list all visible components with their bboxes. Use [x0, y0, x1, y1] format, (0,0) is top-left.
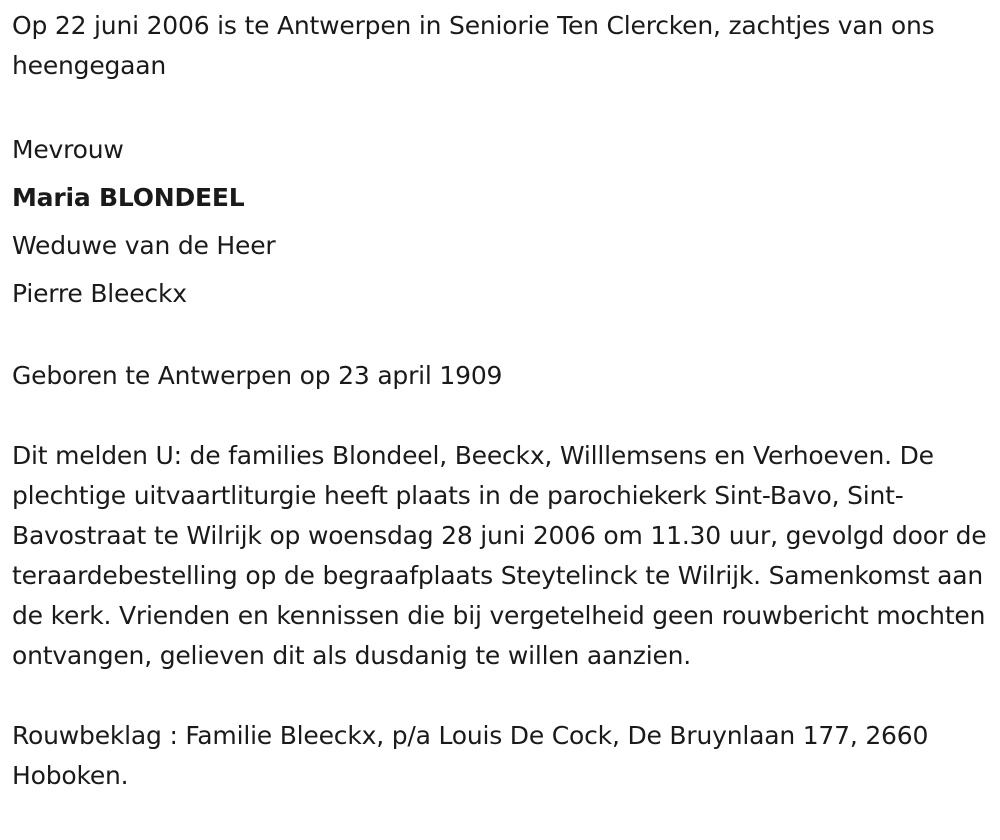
funeral-details: Dit melden U: de families Blondeel, Beeckx, Willlemsens en Verhoeven. De plechtige uitvaartliturgie heeft plaats in de parochiekerk Sint-Bavo, Sint-Bavostraat te Wilrijk op woensdag 28 juni 2006 om 11.30 uur, gevolgd door de teraardebestelling op de begraafplaats Steytelinck te Wilrijk. Samenkomst aan de kerk. Vrienden en kennissen die bij vergetelheid geen rouwbericht mochten ontvangen, gelieven dit als dusdanig te willen aanzien.	[12, 441, 987, 670]
spacer	[12, 396, 997, 436]
spacer	[12, 86, 997, 126]
relation-text: Weduwe van de Heer	[12, 231, 276, 260]
birth-info: Geboren te Antwerpen op 23 april 1909	[12, 361, 503, 390]
spacer	[12, 318, 997, 356]
condolences-address: Rouwbeklag : Familie Bleeckx, p/a Louis De Cock, De Bruynlaan 177, 2660 Hoboken.	[12, 721, 929, 790]
salutation: Mevrouw	[12, 135, 124, 164]
spacer	[12, 676, 997, 716]
spouse-name: Pierre Bleeckx	[12, 279, 187, 308]
intro-text: Op 22 juni 2006 is te Antwerpen in Seniorie Ten Clercken, zachtjes van ons heengegaan	[12, 11, 935, 80]
deceased-name: Maria BLONDEEL	[12, 183, 245, 212]
